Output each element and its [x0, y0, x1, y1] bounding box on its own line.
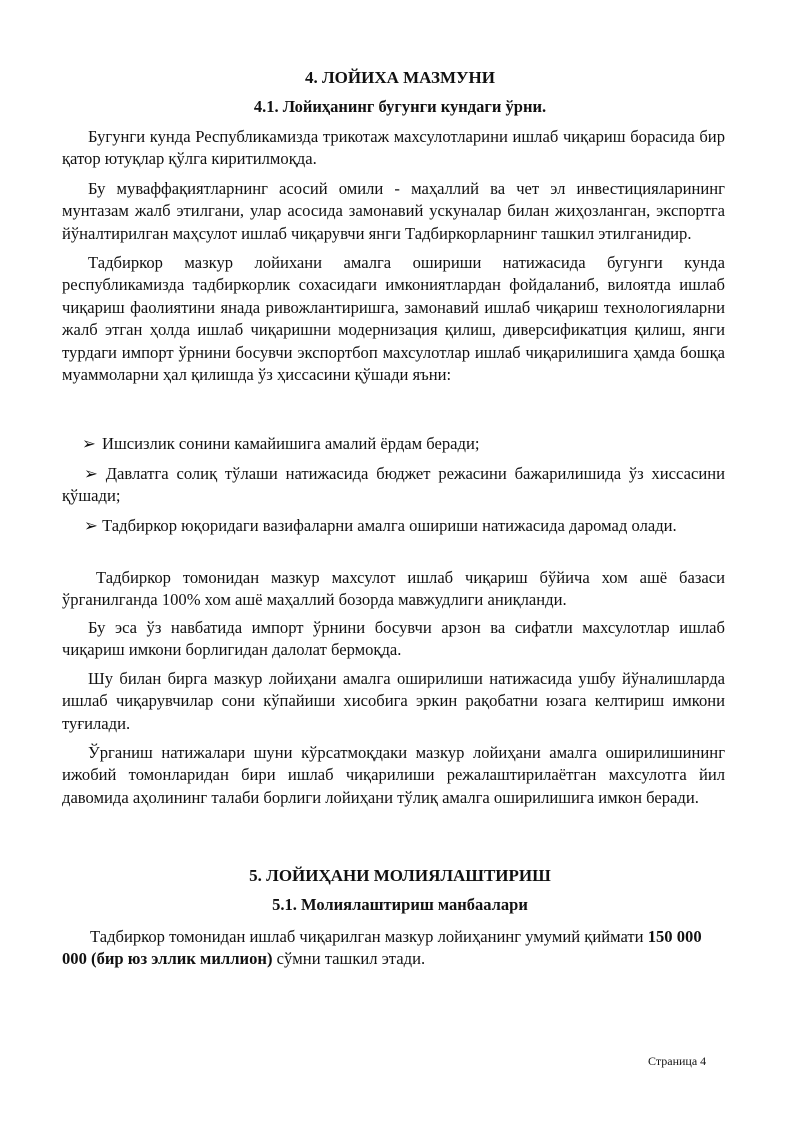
funding-text-end: сўмни ташкил этади.	[272, 949, 426, 969]
bullet-item	[62, 463, 725, 508]
paragraph-7: Ўрганиш натижалари шуни кўрсатмоқдаки мазкур лойиҳани амалга оширилишининг ижобий томонларидан бири ишлаб чиқарилиши режалаштирилаётган махсулотга йил давомида аҳолининг талаби борлиги лойиҳани тўлиқ амалга оширилишига имкон беради.	[62, 743, 725, 807]
funding-paragraph	[62, 926, 725, 971]
section-4-title: 4. ЛОЙИХА МАЗМУНИ	[305, 68, 495, 87]
paragraph-6: Шу билан бирга мазкур лойиҳани амалга оширилиши натижасида ушбу йўналишларда ишлаб чиқарувчилар сони кўпайиши хисобига эркин рақобатни юзага келтириш имкони туғилади.	[62, 669, 725, 733]
page-number: Страница 4	[648, 1054, 707, 1068]
bullet-item	[62, 433, 725, 455]
section-5-1-subtitle: 5.1. Молиялаштириш манбаалари	[272, 895, 528, 914]
funding-amount: 150 000 000 (бир юз эллик миллион)	[62, 927, 702, 969]
bullet-text: Ишсизлик сонини камайишига амалий ёрдам беради;	[102, 434, 480, 453]
arrow-bullet-icon: ➢	[84, 516, 98, 535]
bullet-text: Давлатга солиқ тўлаши натижасида бюджет режасини бажарилишида ўз хиссасини қўшади;	[62, 464, 725, 506]
bullet-item	[62, 515, 725, 537]
paragraph-1: Бугунги кунда Республикамизда трикотаж махсулотларини ишлаб чиқариш борасида бир қатор ютуқлар қўлга киритилмоқда.	[62, 127, 725, 169]
paragraph-4: Тадбиркор томонидан мазкур махсулот ишлаб чиқариш бўйича хом ашё базаси ўрганилганда 100% хом ашё маҳаллий бозорда мавжудлиги аниқланди.	[62, 568, 725, 610]
section-4-1-subtitle: 4.1. Лойиҳанинг бугунги кундаги ўрни.	[253, 97, 547, 116]
arrow-bullet-icon: ➢	[84, 464, 98, 483]
bullet-text: Тадбиркор юқоридаги вазифаларни амалга ошириши натижасида даромад олади.	[102, 516, 677, 535]
paragraph-5: Бу эса ўз навбатида импорт ўрнини босувчи арзон ва сифатли махсулотлар ишлаб чиқариш имкони борлигидан далолат бермоқда.	[62, 618, 725, 660]
arrow-bullet-icon: ➢	[82, 434, 96, 453]
paragraph-2: Бу муваффақиятларнинг асосий омили - маҳаллий ва чет эл инвестицияларининг мунтазам жалб этилгани, улар асосида замонавий ускуналар билан жиҳозланган, экспортга йўналтирилган маҳсулот ишлаб чиқарувчи янги Тадбиркорларнинг ташкил этилганидир.	[62, 179, 725, 243]
funding-text-start: Тадбиркор томонидан ишлаб чиқарилган мазкур лойиҳанинг умумий қиймати	[90, 927, 644, 946]
paragraph-3: Тадбиркор мазкур лойихани амалга ошириши натижасида бугунги кунда республикамизда тадбиркорлик сохасидаги имкониятлардан фойдаланиб, вилоятда ишлаб чиқариш фаолиятини янада ривожлантиришга, замонавий ишлаб чиқариш технологияларни жалб этган ҳолда ишлаб чиқаришни модернизация қилиш, диверсификатция қилиш, янги турдаги импорт ўрнини босувчи экспортбоп махсулотлар ишлаб чиқарилишига ҳамда бошқа муаммоларни ҳал қилишда ўз ҳиссасини қўшади яъни:	[62, 253, 725, 385]
section-5-title: 5. ЛОЙИҲАНИ МОЛИЯЛАШТИРИШ	[249, 866, 551, 885]
